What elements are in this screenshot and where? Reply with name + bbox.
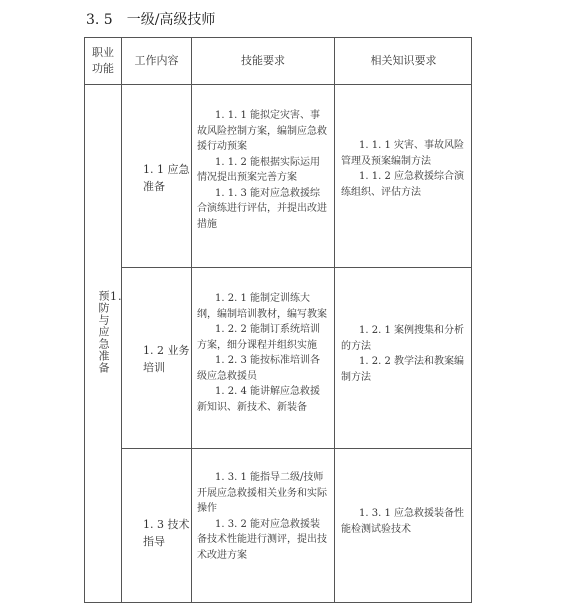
knowledge-cell-1: 1. 1. 1 灾害、事故风险管理及预案编制方法 1. 1. 2 应急救援综合演练组织、评估方法	[341, 140, 464, 198]
header-divider	[85, 84, 471, 85]
function-cell: 1. 预防与应急准备	[97, 290, 123, 374]
work-content-2: 1. 2 业务 培训	[143, 344, 190, 374]
skills-cell-2: 1. 2. 1 能制定训练大纲，编制培训教材，编写教案 1. 2. 2 能制订系统培训方案，细分课程并组织实施 1. 2. 3 能按标准培训各级应急救援员 1. 2. 4 能讲解应急救援新知识、新技术、新装备	[197, 293, 327, 413]
section-number: 3. 5	[86, 12, 113, 28]
knowledge-cell-2: 1. 2. 1 案例搜集和分析的方法 1. 2. 2 教学法和教案编制方法	[341, 325, 464, 383]
row-divider-2	[121, 448, 471, 449]
work-content-1: 1. 1 应急 准备	[143, 163, 190, 193]
header-work-content: 工作内容	[134, 54, 179, 67]
section-heading	[86, 9, 215, 29]
skills-cell-1: 1. 1. 1 能拟定灾害、事故风险控制方案，编制应急救援行动预案 1. 1. 2 能根据实际运用情况提出预案完善方案 1. 1. 3 能对应急救援综合演练进行评估，并提出改进措施	[197, 110, 327, 230]
row-divider-1	[121, 267, 471, 268]
section-title: 一级/高级技师	[126, 12, 216, 28]
col-divider-3	[334, 38, 335, 602]
header-knowledge-requirements: 相关知识要求	[370, 54, 437, 67]
header-skill-requirements: 技能要求	[241, 54, 285, 67]
header-function: 职业 功能	[92, 46, 114, 75]
skills-cell-3: 1. 3. 1 能指导二级/技师开展应急救援相关业务和实际操作 1. 3. 2 能对应急救援装备技术性能进行测评，提出技术改进方案	[197, 472, 327, 561]
knowledge-cell-3: 1. 3. 1 应急救援装备性能检测试验技术	[341, 508, 464, 535]
skills-table	[84, 37, 472, 603]
work-content-3: 1. 3 技术 指导	[143, 518, 190, 548]
